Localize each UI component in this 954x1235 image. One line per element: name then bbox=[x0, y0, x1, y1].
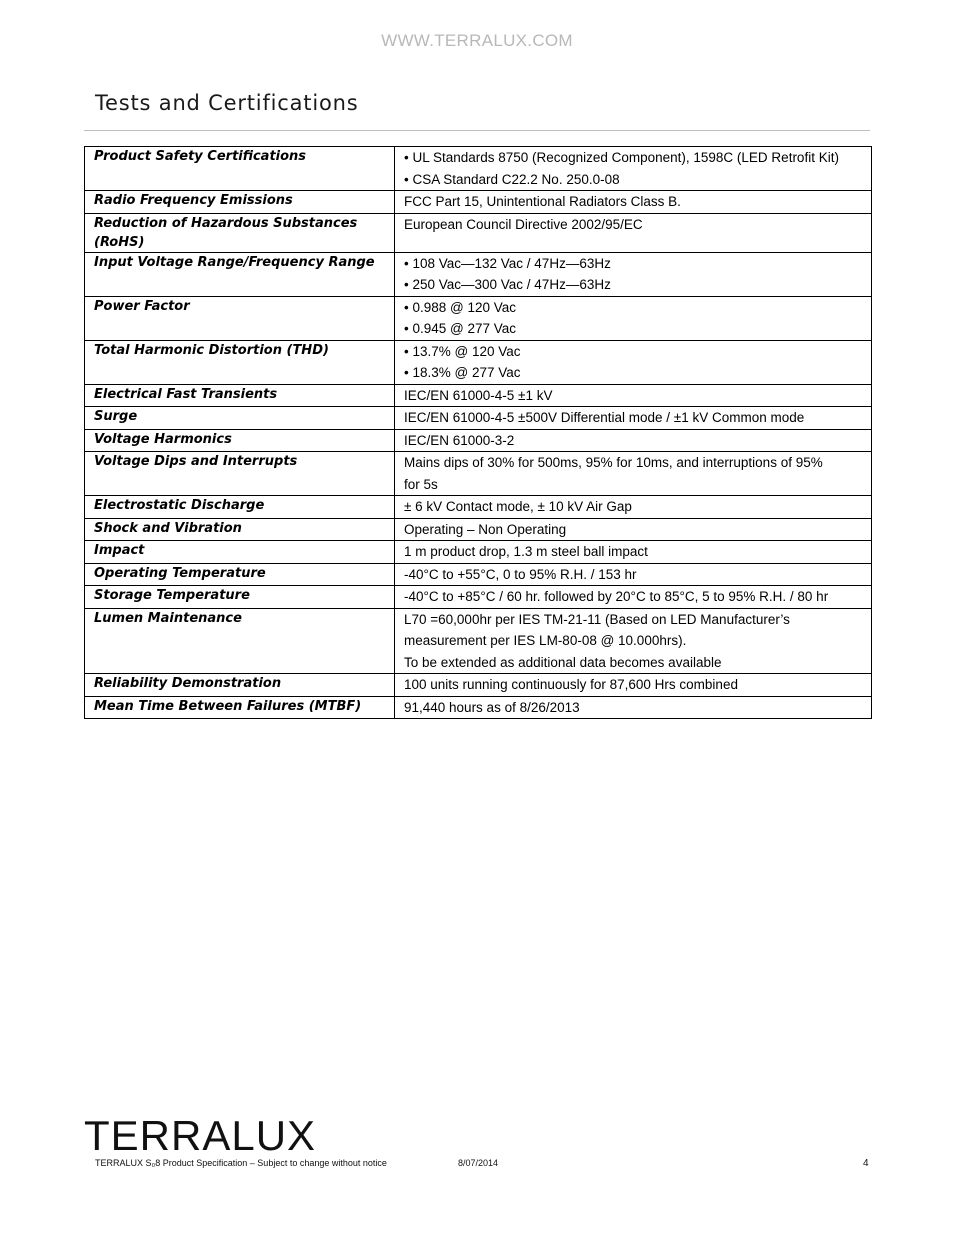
table-row bbox=[85, 252, 872, 296]
row-value bbox=[395, 563, 872, 586]
value-line: -40°C to +85°C / 60 hr. followed by 20°C to 85°C, 5 to 95% R.H. / 80 hr bbox=[404, 589, 829, 604]
row-value bbox=[395, 252, 872, 296]
value-line: • 0.988 @ 120 Vac bbox=[404, 299, 517, 315]
row-label: Mean Time Between Failures (MTBF) bbox=[85, 696, 395, 719]
value-line: measurement per IES LM-80-08 @ 10.000hrs). bbox=[404, 633, 687, 648]
row-value bbox=[395, 496, 872, 519]
table-row bbox=[85, 518, 872, 541]
table-row bbox=[85, 384, 872, 407]
value-line: -40°C to +55°C, 0 to 95% R.H. / 153 hr bbox=[404, 566, 637, 582]
row-label: Input Voltage Range/Frequency Range bbox=[85, 252, 395, 296]
table-row bbox=[85, 407, 872, 430]
row-label: Reduction of Hazardous Substances (RoHS) bbox=[85, 213, 395, 252]
value-line: European Council Directive 2002/95/EC bbox=[404, 216, 643, 232]
value-line: • CSA Standard C22.2 No. 250.0-08 bbox=[404, 171, 620, 187]
value-line: IEC/EN 61000-3-2 bbox=[404, 432, 515, 448]
table-row bbox=[85, 608, 872, 674]
row-value bbox=[395, 518, 872, 541]
value-line: • 250 Vac—300 Vac / 47Hz—63Hz bbox=[404, 277, 611, 292]
table-row bbox=[85, 213, 872, 252]
table-row bbox=[85, 452, 872, 496]
footer-date: 8/07/2014 bbox=[458, 1158, 499, 1168]
row-value bbox=[395, 213, 872, 252]
table-row bbox=[85, 563, 872, 586]
table-row bbox=[85, 296, 872, 340]
row-value bbox=[395, 191, 872, 214]
row-label: Voltage Dips and Interrupts bbox=[85, 452, 395, 496]
value-line: 1 m product drop, 1.3 m steel ball impact bbox=[404, 544, 648, 559]
value-line: • UL Standards 8750 (Recognized Component), 1598C (LED Retrofit Kit) bbox=[404, 150, 839, 165]
row-label: Impact bbox=[85, 541, 395, 564]
value-line: • 18.3% @ 277 Vac bbox=[404, 365, 521, 380]
row-label: Surge bbox=[85, 407, 395, 430]
table-row bbox=[85, 147, 872, 191]
row-value bbox=[395, 429, 872, 452]
row-label: Operating Temperature bbox=[85, 563, 395, 586]
value-line: 100 units running continuously for 87,600 Hrs combined bbox=[404, 677, 738, 692]
row-value bbox=[395, 674, 872, 697]
table-row bbox=[85, 496, 872, 519]
value-line: • 0.945 @ 277 Vac bbox=[404, 321, 517, 336]
row-label: Electrostatic Discharge bbox=[85, 496, 395, 519]
row-label: Radio Frequency Emissions bbox=[85, 191, 395, 214]
value-line: • 13.7% @ 120 Vac bbox=[404, 343, 521, 359]
row-label: Product Safety Certifications bbox=[85, 147, 395, 191]
row-label: Power Factor bbox=[85, 296, 395, 340]
terralux-logo: TERRALUX bbox=[84, 1112, 317, 1159]
row-label: Total Harmonic Distortion (THD) bbox=[85, 340, 395, 384]
table-row bbox=[85, 674, 872, 697]
certifications-table-body bbox=[85, 147, 872, 719]
value-line: IEC/EN 61000-4-5 ±500V Differential mode / ±1 kV Common mode bbox=[404, 410, 805, 425]
value-line: for 5s bbox=[404, 476, 438, 492]
footer-document-title: TERRALUX S₀8 Product Specification – Subject to change without notice bbox=[95, 1158, 387, 1168]
row-label: Shock and Vibration bbox=[85, 518, 395, 541]
row-value bbox=[395, 407, 872, 430]
certifications-table bbox=[84, 146, 872, 719]
watermark-url: WWW.TERRALUX.COM bbox=[381, 31, 573, 50]
row-value bbox=[395, 541, 872, 564]
value-line: To be extended as additional data becomes available bbox=[404, 654, 722, 670]
row-value bbox=[395, 384, 872, 407]
value-line: • 108 Vac—132 Vac / 47Hz—63Hz bbox=[404, 255, 611, 271]
row-value bbox=[395, 586, 872, 609]
table-row bbox=[85, 586, 872, 609]
value-line: IEC/EN 61000-4-5 ±1 kV bbox=[404, 387, 553, 403]
table-row bbox=[85, 541, 872, 564]
row-value bbox=[395, 147, 872, 191]
title-divider bbox=[84, 130, 870, 131]
value-line: ± 6 kV Contact mode, ± 10 kV Air Gap bbox=[404, 499, 632, 514]
table-row bbox=[85, 429, 872, 452]
table-row bbox=[85, 340, 872, 384]
row-label: Voltage Harmonics bbox=[85, 429, 395, 452]
value-line: Mains dips of 30% for 500ms, 95% for 10ms, and interruptions of 95% bbox=[404, 455, 823, 470]
row-label: Reliability Demonstration bbox=[85, 674, 395, 697]
row-value bbox=[395, 340, 872, 384]
row-value bbox=[395, 452, 872, 496]
row-label: Lumen Maintenance bbox=[85, 608, 395, 674]
row-label: Electrical Fast Transients bbox=[85, 384, 395, 407]
table-row bbox=[85, 696, 872, 719]
row-label: Storage Temperature bbox=[85, 586, 395, 609]
value-line: Operating – Non Operating bbox=[404, 521, 567, 537]
value-line: L70 =60,000hr per IES TM-21-11 (Based on LED Manufacturer’s bbox=[404, 611, 790, 627]
page-number: 4 bbox=[863, 1158, 869, 1169]
row-value bbox=[395, 608, 872, 674]
value-line: 91,440 hours as of 8/26/2013 bbox=[404, 699, 580, 715]
page-title: Tests and Certifications bbox=[95, 91, 359, 115]
row-value bbox=[395, 696, 872, 719]
row-value bbox=[395, 296, 872, 340]
value-line: FCC Part 15, Unintentional Radiators Class B. bbox=[404, 194, 681, 209]
table-row bbox=[85, 191, 872, 214]
